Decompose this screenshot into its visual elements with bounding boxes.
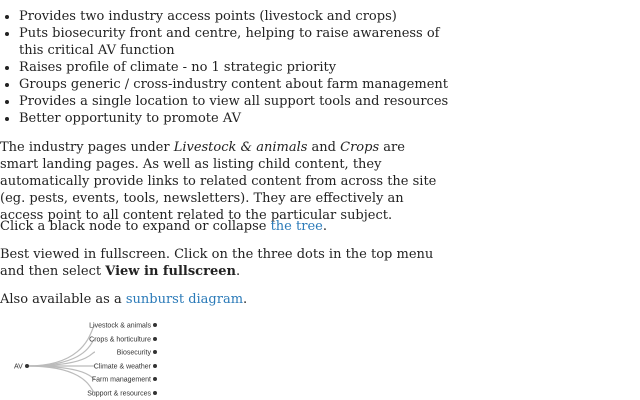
tree-root-node[interactable] <box>25 364 29 368</box>
list-item: • Groups generic / cross-industry content about farm management <box>19 76 459 93</box>
sunburst-paragraph <box>0 291 440 308</box>
para-text: . <box>243 292 248 307</box>
tree-child[interactable] <box>94 364 157 371</box>
tree-child-node[interactable] <box>153 323 157 327</box>
para-text: and <box>307 140 341 155</box>
tree-links <box>27 325 95 393</box>
tree-child-node[interactable] <box>153 350 157 354</box>
para-text: Also available as a <box>0 292 126 307</box>
tree-child-label: Climate & weather <box>93 363 151 371</box>
tree-link-line <box>27 352 95 366</box>
benefits-list <box>0 8 459 127</box>
tree-link-line <box>27 366 95 379</box>
tree-child-node[interactable] <box>153 377 157 381</box>
tree-child-node[interactable] <box>153 364 157 368</box>
para-text: Best viewed in fullscreen. Click on the three dots in the top menu and then select <box>0 247 434 279</box>
para-text: are smart landing pages. As well as listing child content, they automatically provide links to related content from across the site (eg. pests, events, tools, newsletters). They are effectively an access point to all content related to the particular subject. <box>0 140 437 223</box>
list-item: • Raises profile of climate - no 1 strategic priority <box>19 59 459 76</box>
tree-child[interactable] <box>89 337 157 344</box>
tree-child-node[interactable] <box>153 337 157 341</box>
tree-child[interactable] <box>87 391 157 398</box>
para-text: The industry pages under <box>0 140 174 155</box>
tree-child-label: Crops & horticulture <box>89 336 151 344</box>
fullscreen-paragraph <box>0 246 440 280</box>
para-text: . <box>235 264 241 279</box>
tree-instructions-paragraph <box>0 218 440 235</box>
list-item: • Puts biosecurity front and centre, helping to raise awareness of this critical AV function <box>19 25 459 59</box>
tree-child-label: Biosecurity <box>116 349 151 357</box>
view-fullscreen-bold: View in fullscreen <box>105 264 236 279</box>
sunburst-link[interactable]: sunburst diagram <box>125 292 244 307</box>
tree-child-label: Farm management <box>91 376 151 384</box>
crops-emphasis: Crops <box>340 140 380 155</box>
tree-child[interactable] <box>89 323 157 330</box>
para-text: Click a black node to expand or collapse <box>0 219 271 234</box>
tree-child[interactable] <box>117 350 157 357</box>
list-item: • Provides a single location to view all support tools and resources <box>19 93 459 110</box>
tree-link[interactable]: the tree <box>270 219 323 234</box>
livestock-emphasis: Livestock & animals <box>173 140 308 155</box>
para-text: . <box>322 219 327 234</box>
tree-diagram <box>0 316 200 400</box>
tree-link-line <box>27 325 95 366</box>
list-item: • Better opportunity to promote AV <box>19 110 459 127</box>
tree-link-line <box>27 366 95 393</box>
list-item: • Provides two industry access points (livestock and crops) <box>19 8 459 25</box>
tree-child-label: Livestock & animals <box>89 322 151 330</box>
tree-child-node[interactable] <box>153 391 157 395</box>
tree-child[interactable] <box>92 377 157 384</box>
tree-child-label: Support & resources <box>87 390 151 398</box>
industry-pages-paragraph <box>0 139 440 224</box>
tree-root-label: AV <box>14 363 23 371</box>
